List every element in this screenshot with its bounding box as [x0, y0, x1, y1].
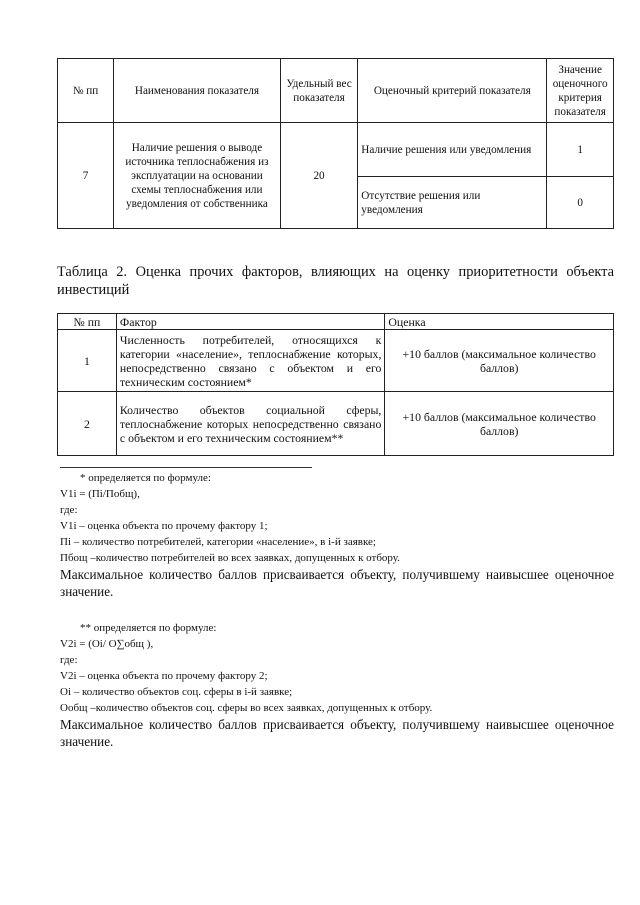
criterion-value: 0: [547, 177, 614, 229]
row-factor: Численность потребителей, относящихся к категории «население», теплоснабжение которых, непосредственно связано с объектом и его техническим состоянием*: [116, 330, 385, 392]
factors-table-header-row: [58, 314, 614, 330]
note1-def: Пi – количество потребителей, категории «население», в i-й заявке;: [60, 536, 376, 548]
note2-def: V2i – оценка объекта по прочему фактору 2;: [60, 670, 268, 682]
note2-formula: V2i = (Oi/ O∑общ ),: [60, 638, 154, 650]
note1-intro: * определяется по формуле:: [80, 472, 211, 484]
note1-def: V1i – оценка объекта по прочему фактору 1;: [60, 520, 268, 532]
header-factor: Фактор: [116, 314, 385, 330]
criterion-text: Отсутствие решения или уведомления: [358, 177, 547, 229]
criterion-value: 1: [547, 123, 614, 177]
header-num: № пп: [58, 314, 117, 330]
header-num: № пп: [58, 59, 114, 123]
note2-conclusion: Максимальное количество баллов присваивается объекту, получившему наивысшее оценочное значение.: [60, 717, 614, 749]
table-row: [58, 392, 614, 456]
table-row: [58, 330, 614, 392]
note1-def: Пбощ –количество потребителей во всех заявках, допущенных к отбору.: [60, 552, 400, 564]
header-criterion: Оценочный критерий показателя: [358, 59, 547, 123]
row-factor: Количество объектов социальной сферы, теплоснабжение которых непосредственно связано с объектом и его техническим состоянием**: [116, 392, 385, 456]
note1-formula: V1i = (Пi/Побщ),: [60, 488, 140, 500]
criteria-table-header-row: [58, 59, 614, 123]
note1-conclusion: Максимальное количество баллов присваивается объекту, получившему наивысшее оценочное значение.: [60, 567, 614, 599]
row-num: 2: [58, 392, 117, 456]
row-name: Наличие решения о выводе источника теплоснабжения из эксплуатации на основании схемы теплоснабжения или уведомления от собственника: [114, 123, 281, 229]
header-value: Значение оценочного критерия показателя: [547, 59, 614, 123]
header-weight: Удельный вес показателя: [280, 59, 358, 123]
row-weight: 20: [280, 123, 358, 229]
row-score: +10 баллов (максимальное количество баллов): [385, 330, 614, 392]
criteria-table: [57, 58, 614, 229]
row-num: 7: [58, 123, 114, 229]
footnotes: [60, 470, 614, 750]
header-name: Наименования показателя: [114, 59, 281, 123]
note2-where: где:: [60, 654, 78, 666]
note2-def: Oобщ –количество объектов соц. сферы во всех заявках, допущенных к отбору.: [60, 702, 433, 714]
note2-def: Oi – количество объектов соц. сферы в i-й заявке;: [60, 686, 293, 698]
table-row: [58, 123, 614, 177]
note2-intro: ** определяется по формуле:: [80, 622, 217, 634]
header-score: Оценка: [385, 314, 614, 330]
row-num: 1: [58, 330, 117, 392]
criterion-text: Наличие решения или уведомления: [358, 123, 547, 177]
row-score: +10 баллов (максимальное количество баллов): [385, 392, 614, 456]
note1-where: где:: [60, 504, 78, 516]
table2-title: Таблица 2. Оценка прочих факторов, влияющих на оценку приоритетности объекта инвестиций: [57, 264, 614, 298]
footnote-divider: [60, 467, 312, 468]
factors-table: [57, 313, 614, 456]
